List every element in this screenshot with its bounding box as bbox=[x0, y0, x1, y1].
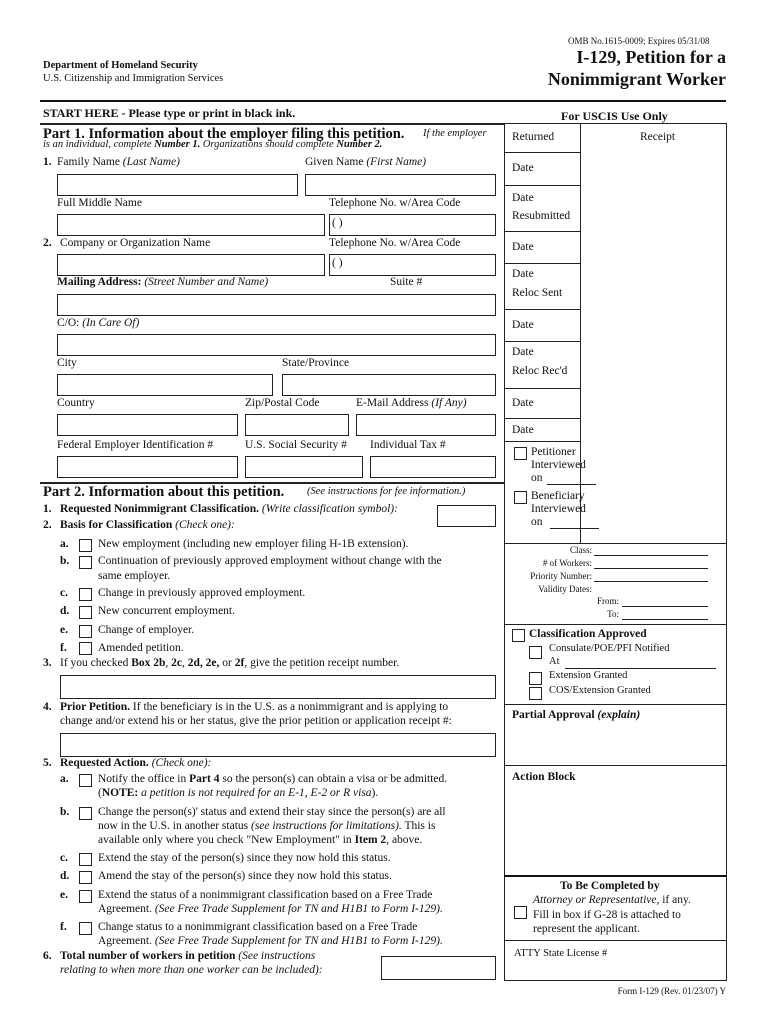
family-name-field[interactable] bbox=[57, 174, 298, 196]
area-code-parens-2: ( ) bbox=[332, 257, 343, 269]
reloc-sent-label: Reloc Sent bbox=[512, 287, 563, 299]
fein-field[interactable] bbox=[57, 456, 238, 478]
telephone1-field[interactable] bbox=[329, 214, 496, 236]
resubmitted-label: Resubmitted bbox=[512, 210, 571, 222]
action-letter-f: f. bbox=[60, 921, 67, 933]
action-checkbox-c[interactable] bbox=[79, 853, 92, 866]
header-divider bbox=[40, 100, 726, 102]
sidebar-rule bbox=[504, 418, 581, 419]
given-name-field[interactable] bbox=[305, 174, 496, 196]
prior-petition-label-line2: change and/or extend his or her status, give the prior petition or application receipt #: bbox=[60, 715, 452, 727]
sidebar-rule bbox=[504, 441, 581, 442]
p2-q5-number: 5. bbox=[43, 757, 52, 769]
care-of-field[interactable] bbox=[57, 334, 496, 356]
date-label-3: Date bbox=[512, 241, 534, 253]
beneficiary-label: Beneficiary bbox=[531, 490, 585, 502]
action-text-b-line2: now in the U.S. in another status (see instructions for limitations). This is bbox=[98, 820, 436, 832]
state-label: State/Province bbox=[282, 357, 350, 369]
form-title-line1: I-129, Petition for a bbox=[576, 47, 726, 67]
ssn-label: U.S. Social Security # bbox=[245, 439, 347, 451]
action-checkbox-d[interactable] bbox=[79, 871, 92, 884]
basis-letter-a: a. bbox=[60, 538, 69, 550]
action-text-a: Notify the office in Part 4 so the person(s) can obtain a visa or be admitted. bbox=[98, 773, 448, 785]
sidebar-rule bbox=[504, 388, 581, 389]
agency-name: U.S. Citizenship and Immigration Services bbox=[43, 73, 224, 84]
date-label-5: Date bbox=[512, 319, 534, 331]
country-label: Country bbox=[57, 397, 95, 409]
receipt-number-field[interactable] bbox=[60, 675, 496, 699]
action-text-b-line3: available only where you check "New Employment" in Item 2, above. bbox=[98, 834, 423, 846]
q2-number: 2. bbox=[43, 237, 52, 249]
action-block-label: Action Block bbox=[512, 771, 576, 783]
beneficiary-date-line[interactable] bbox=[550, 528, 599, 529]
petitioner-on: on bbox=[531, 472, 543, 484]
zip-field[interactable] bbox=[245, 414, 349, 436]
family-name-label: Family Name (Last Name) bbox=[57, 156, 180, 168]
from-label: From: bbox=[596, 596, 619, 606]
total-workers-label-line2: relating to when more than one worker can be included): bbox=[60, 964, 323, 976]
telephone2-field[interactable] bbox=[329, 254, 496, 276]
sidebar-column-divider bbox=[580, 123, 581, 543]
receipt-label: Receipt bbox=[640, 131, 676, 143]
sidebar-rule bbox=[504, 231, 581, 232]
basis-letter-f: f. bbox=[60, 642, 67, 654]
basis-text-c: Change in previously approved employment. bbox=[98, 587, 306, 599]
petitioner-checkbox[interactable] bbox=[514, 447, 527, 460]
itn-field[interactable] bbox=[370, 456, 496, 478]
action-text-f: Change status to a nonimmigrant classification based on a Free Trade bbox=[98, 921, 418, 933]
action-text-a-line2: (NOTE: a petition is not required for an E-1, E-2 or R visa). bbox=[98, 787, 379, 799]
partial-approval-area[interactable] bbox=[512, 724, 720, 762]
date-label-4: Date bbox=[512, 268, 534, 280]
beneficiary-checkbox[interactable] bbox=[514, 491, 527, 504]
requested-action-label: Requested Action. (Check one): bbox=[60, 757, 212, 769]
to-label: To: bbox=[607, 609, 619, 619]
beneficiary-interviewed: Interviewed bbox=[531, 503, 586, 515]
date-label-1: Date bbox=[512, 162, 534, 174]
total-workers-label: Total number of workers in petition (See instructions bbox=[60, 950, 316, 962]
email-field[interactable] bbox=[356, 414, 496, 436]
cos-label: COS/Extension Granted bbox=[549, 685, 651, 696]
part1-instructions: is an individual, complete Number 1. Organizations should complete Number 2. bbox=[43, 139, 383, 150]
action-text-c: Extend the stay of the person(s) since they now hold this status. bbox=[98, 852, 391, 864]
basis-text-b: Continuation of previously approved employment without change with the bbox=[98, 555, 442, 567]
sidebar-rule bbox=[504, 185, 581, 186]
priority-label: Priority Number: bbox=[530, 571, 592, 581]
action-letter-d: d. bbox=[60, 870, 70, 882]
at-line[interactable] bbox=[565, 668, 716, 669]
action-text-b: Change the person(s)' status and extend their stay since the person(s) are all bbox=[98, 806, 446, 818]
basis-text-a: New employment (including new employer filing H-1B extension). bbox=[98, 538, 409, 550]
classification-symbol-field[interactable] bbox=[437, 505, 496, 527]
city-label: City bbox=[57, 357, 77, 369]
classification-label: Requested Nonimmigrant Classification. (Write classification symbol): bbox=[60, 503, 398, 515]
g28-label-line2: represent the applicant. bbox=[533, 923, 640, 935]
beneficiary-on: on bbox=[531, 516, 543, 528]
date-label-7: Date bbox=[512, 397, 534, 409]
part2-heading-note: (See instructions for fee information.) bbox=[307, 486, 466, 497]
p2-q4-number: 4. bbox=[43, 701, 52, 713]
telephone1-label: Telephone No. w/Area Code bbox=[329, 197, 461, 209]
basis-label: Basis for Classification (Check one): bbox=[60, 519, 235, 531]
sidebar-rule bbox=[504, 543, 727, 544]
p2-q2-number: 2. bbox=[43, 519, 52, 531]
atty-license-area[interactable] bbox=[512, 962, 720, 978]
action-letter-e: e. bbox=[60, 889, 68, 901]
action-checkbox-a[interactable] bbox=[79, 774, 92, 787]
itn-label: Individual Tax # bbox=[370, 439, 446, 451]
petitioner-interviewed: Interviewed bbox=[531, 459, 586, 471]
q1-number: 1. bbox=[43, 156, 52, 168]
basis-checkbox-b[interactable] bbox=[79, 556, 92, 569]
basis-checkbox-f[interactable] bbox=[79, 642, 92, 655]
fein-label: Federal Employer Identification # bbox=[57, 439, 214, 451]
petitioner-date-line[interactable] bbox=[547, 484, 596, 485]
date-label-8: Date bbox=[512, 424, 534, 436]
mailing-address-field[interactable] bbox=[57, 294, 496, 316]
sidebar-rule bbox=[504, 309, 581, 310]
basis-letter-e: e. bbox=[60, 624, 68, 636]
uscis-use-title: For USCIS Use Only bbox=[561, 109, 668, 123]
country-field[interactable] bbox=[57, 414, 238, 436]
p2-q6-number: 6. bbox=[43, 950, 52, 962]
part1-heading-note: If the employer bbox=[423, 128, 487, 139]
mailing-address-label: Mailing Address: (Street Number and Name) bbox=[57, 276, 269, 288]
action-text-d: Amend the stay of the person(s) since they now hold this status. bbox=[98, 870, 392, 882]
sidebar-rule bbox=[504, 940, 727, 941]
total-workers-field[interactable] bbox=[381, 956, 496, 980]
p2-q1-number: 1. bbox=[43, 503, 52, 515]
start-here: START HERE - Please type or print in black ink. bbox=[43, 106, 296, 120]
action-letter-a: a. bbox=[60, 773, 69, 785]
validity-label: Validity Dates: bbox=[538, 584, 592, 594]
action-block-area[interactable] bbox=[512, 786, 720, 872]
sidebar-rule bbox=[504, 765, 727, 766]
extension-checkbox[interactable] bbox=[529, 672, 542, 685]
workers-label: # of Workers: bbox=[542, 558, 592, 568]
class-approved-checkbox[interactable] bbox=[512, 629, 525, 642]
from-line[interactable] bbox=[622, 606, 708, 607]
g28-label: Fill in box if G-28 is attached to bbox=[533, 909, 681, 921]
care-of-label: C/O: (In Care Of) bbox=[57, 317, 140, 329]
middle-name-label: Full Middle Name bbox=[57, 197, 142, 209]
sidebar-rule bbox=[504, 624, 727, 625]
at-label: At bbox=[549, 656, 560, 667]
state-field[interactable] bbox=[282, 374, 496, 396]
sidebar-rule bbox=[504, 875, 727, 877]
department-name: Department of Homeland Security bbox=[43, 60, 198, 71]
city-field[interactable] bbox=[57, 374, 273, 396]
part2-heading: Part 2. Information about this petition. bbox=[43, 484, 285, 500]
action-checkbox-f[interactable] bbox=[79, 922, 92, 935]
basis-text-e: Change of employer. bbox=[98, 624, 195, 636]
consulate-label: Consulate/POE/PFI Notified bbox=[549, 643, 670, 654]
partial-approval-label: Partial Approval (explain) bbox=[512, 709, 641, 721]
company-field[interactable] bbox=[57, 254, 325, 276]
middle-name-field[interactable] bbox=[57, 214, 325, 236]
basis-checkbox-e[interactable] bbox=[79, 625, 92, 638]
telephone2-label: Telephone No. w/Area Code bbox=[329, 237, 461, 249]
basis-checkbox-a[interactable] bbox=[79, 539, 92, 552]
returned-label: Returned bbox=[512, 131, 555, 143]
g28-checkbox[interactable] bbox=[514, 906, 527, 919]
basis-checkbox-c[interactable] bbox=[79, 588, 92, 601]
class-approved-label: Classification Approved bbox=[529, 628, 647, 640]
company-label: Company or Organization Name bbox=[60, 237, 211, 249]
zip-label: Zip/Postal Code bbox=[245, 397, 320, 409]
action-letter-b: b. bbox=[60, 806, 70, 818]
class-label: Class: bbox=[569, 545, 592, 555]
omb-number: OMB No.1615-0009; Expires 05/31/08 bbox=[568, 36, 710, 46]
basis-letter-c: c. bbox=[60, 587, 68, 599]
action-text-e: Extend the status of a nonimmigrant classification based on a Free Trade bbox=[98, 889, 433, 901]
part1-divider bbox=[40, 123, 504, 125]
receipt-number-label: If you checked Box 2b, 2c, 2d, 2e, or 2f, give the petition receipt number. bbox=[60, 657, 400, 669]
basis-text-d: New concurrent employment. bbox=[98, 605, 235, 617]
workers-line[interactable] bbox=[594, 568, 708, 569]
atty-license-label: ATTY State License # bbox=[514, 948, 608, 959]
basis-checkbox-d[interactable] bbox=[79, 606, 92, 619]
basis-letter-b: b. bbox=[60, 555, 70, 567]
basis-text-f: Amended petition. bbox=[98, 642, 184, 654]
date-label-2: Date bbox=[512, 192, 534, 204]
extension-label: Extension Granted bbox=[549, 670, 628, 681]
sidebar-rule bbox=[504, 263, 581, 264]
to-line[interactable] bbox=[622, 619, 708, 620]
email-label: E-Mail Address (If Any) bbox=[356, 397, 467, 409]
form-title-line2: Nonimmigrant Worker bbox=[547, 69, 726, 89]
form-revision: Form I-129 (Rev. 01/23/07) Y bbox=[617, 986, 726, 996]
area-code-parens-1: ( ) bbox=[332, 217, 343, 229]
action-text-f-line2: Agreement. (See Free Trade Supplement for TN and H1B1 to Form I-129). bbox=[98, 935, 443, 947]
sidebar-rule bbox=[504, 152, 581, 153]
date-label-6: Date bbox=[512, 346, 534, 358]
reloc-recd-label: Reloc Rec'd bbox=[512, 365, 568, 377]
basis-letter-d: d. bbox=[60, 605, 70, 617]
sidebar-rule bbox=[504, 341, 581, 342]
to-be-completed-label: To Be Completed by bbox=[560, 880, 660, 892]
basis-text-b-line2: same employer. bbox=[98, 570, 171, 582]
consulate-checkbox[interactable] bbox=[529, 646, 542, 659]
action-checkbox-e[interactable] bbox=[79, 890, 92, 903]
attorney-label: Attorney or Representative, if any. bbox=[533, 894, 691, 906]
prior-petition-field[interactable] bbox=[60, 733, 496, 757]
suite-label: Suite # bbox=[390, 276, 423, 288]
priority-line[interactable] bbox=[594, 581, 708, 582]
p2-q3-number: 3. bbox=[43, 657, 52, 669]
cos-checkbox[interactable] bbox=[529, 687, 542, 700]
class-line[interactable] bbox=[594, 555, 708, 556]
part1-heading: Part 1. Information about the employer filing this petition. bbox=[43, 126, 405, 142]
action-checkbox-b[interactable] bbox=[79, 807, 92, 820]
ssn-field[interactable] bbox=[245, 456, 363, 478]
action-text-e-line2: Agreement. (See Free Trade Supplement for TN and H1B1 to Form I-129). bbox=[98, 903, 443, 915]
action-letter-c: c. bbox=[60, 852, 68, 864]
given-name-label: Given Name (First Name) bbox=[305, 156, 427, 168]
sidebar-rule bbox=[504, 704, 727, 705]
petitioner-label: Petitioner bbox=[531, 446, 576, 458]
prior-petition-label: Prior Petition. If the beneficiary is in the U.S. as a nonimmigrant and is applying to bbox=[60, 701, 449, 713]
